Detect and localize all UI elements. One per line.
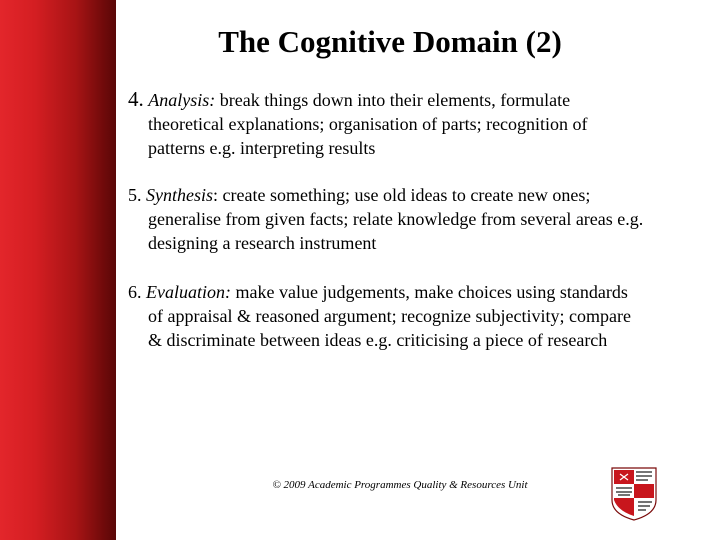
list-item-analysis [128, 87, 708, 160]
slide-title: The Cognitive Domain (2) [218, 24, 562, 59]
item-text: theoretical explanations; organisation of parts; recognition of [148, 114, 588, 134]
item-term: Analysis: [148, 90, 216, 110]
item-text: of appraisal & reasoned argument; recognize subjectivity; compare [148, 306, 631, 326]
item-term: Synthesis [146, 185, 213, 205]
item-text: make value judgements, make choices using standards [235, 282, 628, 302]
item-first-line [128, 280, 708, 304]
item-text: designing a research instrument [148, 233, 377, 253]
university-crest-icon [608, 466, 660, 522]
item-term: Evaluation: [146, 282, 231, 302]
item-first-line [128, 183, 708, 207]
item-number: 5. [128, 185, 142, 205]
item-number: 6. [128, 282, 142, 302]
item-number: 4. [128, 87, 144, 111]
list-item-evaluation [128, 280, 708, 352]
item-text: patterns e.g. interpreting results [148, 138, 376, 158]
red-sidebar [0, 0, 116, 540]
item-text: : create something; use old ideas to create new ones; [213, 185, 591, 205]
list-item-synthesis [128, 183, 708, 255]
item-text: break things down into their elements, formulate [219, 90, 571, 110]
item-text: generalise from given facts; relate knowledge from several areas e.g. [148, 209, 644, 229]
copyright-footer: © 2009 Academic Programmes Quality & Resources Unit [272, 479, 528, 491]
item-text: & discriminate between ideas e.g. criticising a piece of research [148, 330, 608, 350]
item-first-line [128, 87, 708, 112]
